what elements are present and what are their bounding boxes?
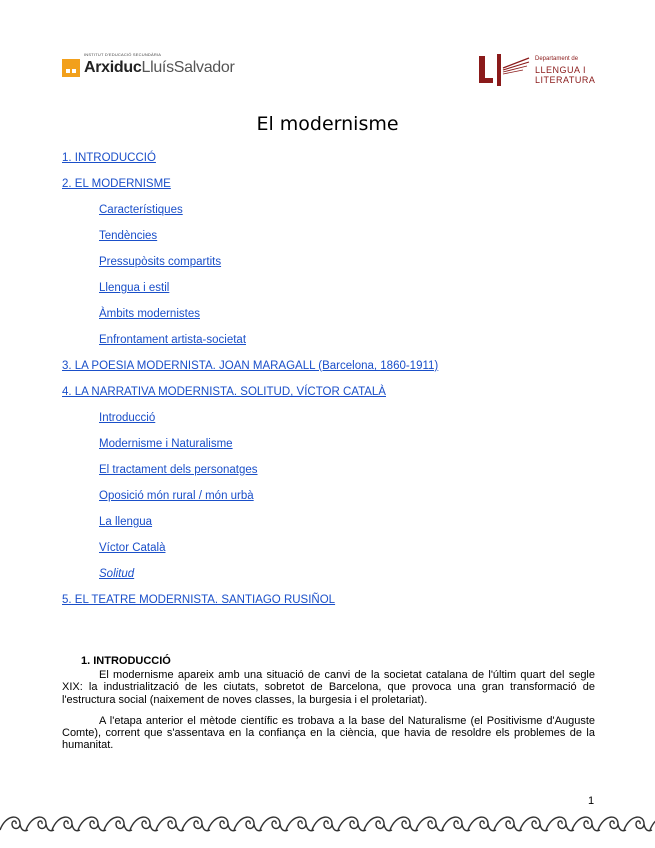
wave-ornament (234, 817, 262, 831)
wave-ornament (260, 817, 288, 831)
wave-ornament (208, 817, 236, 831)
wave-ornament (364, 817, 392, 831)
toc-link[interactable]: Tendències (99, 230, 158, 242)
toc-link[interactable]: Característiques (99, 204, 183, 216)
wave-ornament (468, 817, 496, 831)
school-logo (62, 52, 235, 80)
toc-link[interactable]: La llengua (99, 516, 153, 528)
wave-ornament (286, 817, 314, 831)
toc-link[interactable]: Oposició món rural / món urbà (99, 490, 254, 502)
wave-ornament (442, 817, 470, 831)
paragraph: A l'etapa anterior el mètode científic es trobava a la base del Naturalisme (el Positivisme d'Auguste Comte), corrent que s'assentava en la confiança en la ciència, que havia de resoldre els problemes de la humanitat. (62, 714, 595, 752)
toc-link[interactable]: Pressupòsits compartits (99, 256, 222, 268)
wave-ornament (598, 817, 626, 831)
wave-ornament (78, 817, 106, 831)
wave-ornament (0, 817, 28, 831)
document-title: El modernisme (256, 113, 399, 135)
wave-ornament (156, 817, 184, 831)
wave-ornament (572, 817, 600, 831)
school-logo-name (84, 59, 235, 77)
page-number: 1 (588, 795, 595, 807)
wave-ornament (26, 817, 54, 831)
wave-ornament (494, 817, 522, 831)
wave-ornament (52, 817, 80, 831)
department-logo-icon (477, 52, 533, 88)
decorative-wave-border (0, 808, 655, 838)
wave-ornament (182, 817, 210, 831)
department-logo (477, 52, 607, 88)
toc-link[interactable]: 3. LA POESIA MODERNISTA. JOAN MARAGALL (Barcelona, 1860-1911) (62, 360, 439, 372)
toc-link[interactable]: 2. EL MODERNISME (62, 178, 171, 190)
department-logo-line1: LLENGUA I (535, 65, 587, 75)
wave-ornament (104, 817, 132, 831)
toc-link[interactable]: Àmbits modernistes (99, 308, 200, 320)
toc-link[interactable]: 5. EL TEATRE MODERNISTA. SANTIAGO RUSIÑOL (62, 594, 336, 606)
paragraph: El modernisme apareix amb una situació de canvi de la societat catalana de l'últim quart del segle XIX: la industrialització de les ciutats, sobretot de Barcelona, que provoca una gran transformació de l'estructura social (naixement de noves classes, la burgesia i el proletariat). (62, 669, 595, 706)
department-logo-caption: Departament de (535, 56, 579, 62)
wave-ornament (312, 817, 340, 831)
toc-link[interactable]: El tractament dels personatges (99, 464, 258, 476)
wave-ornament (390, 817, 418, 831)
wave-ornament (650, 817, 655, 831)
wave-ornament (338, 817, 366, 831)
school-logo-name-bold: Arxiduc (84, 59, 142, 76)
wave-ornament (130, 817, 158, 831)
toc-link[interactable]: Enfrontament artista-societat (99, 334, 247, 346)
school-logo-icon (62, 59, 80, 77)
wave-ornament (416, 817, 444, 831)
school-logo-tagline: INSTITUT D'EDUCACIÓ SECUNDÀRIA (84, 52, 162, 57)
department-logo-line2: LITERATURA (535, 75, 596, 85)
table-of-contents (62, 152, 622, 607)
toc-link[interactable]: 1. INTRODUCCIÓ (62, 152, 156, 164)
wave-ornament (624, 817, 652, 831)
wave-ornament (520, 817, 548, 831)
wave-ornament (546, 817, 574, 831)
toc-link[interactable]: Modernisme i Naturalisme (99, 438, 233, 450)
toc-link[interactable]: Llengua i estil (99, 282, 170, 294)
toc-link[interactable]: Introducció (99, 412, 156, 424)
toc-link[interactable]: Solitud (99, 568, 135, 580)
toc-link[interactable]: Víctor Català (99, 542, 166, 554)
school-logo-name-rest: LluísSalvador (141, 59, 235, 76)
introduction-section (62, 655, 595, 760)
toc-link[interactable]: 4. LA NARRATIVA MODERNISTA. SOLITUD, VÍCTOR CATALÀ (62, 386, 386, 398)
section-heading: 1. INTRODUCCIÓ (81, 655, 171, 667)
